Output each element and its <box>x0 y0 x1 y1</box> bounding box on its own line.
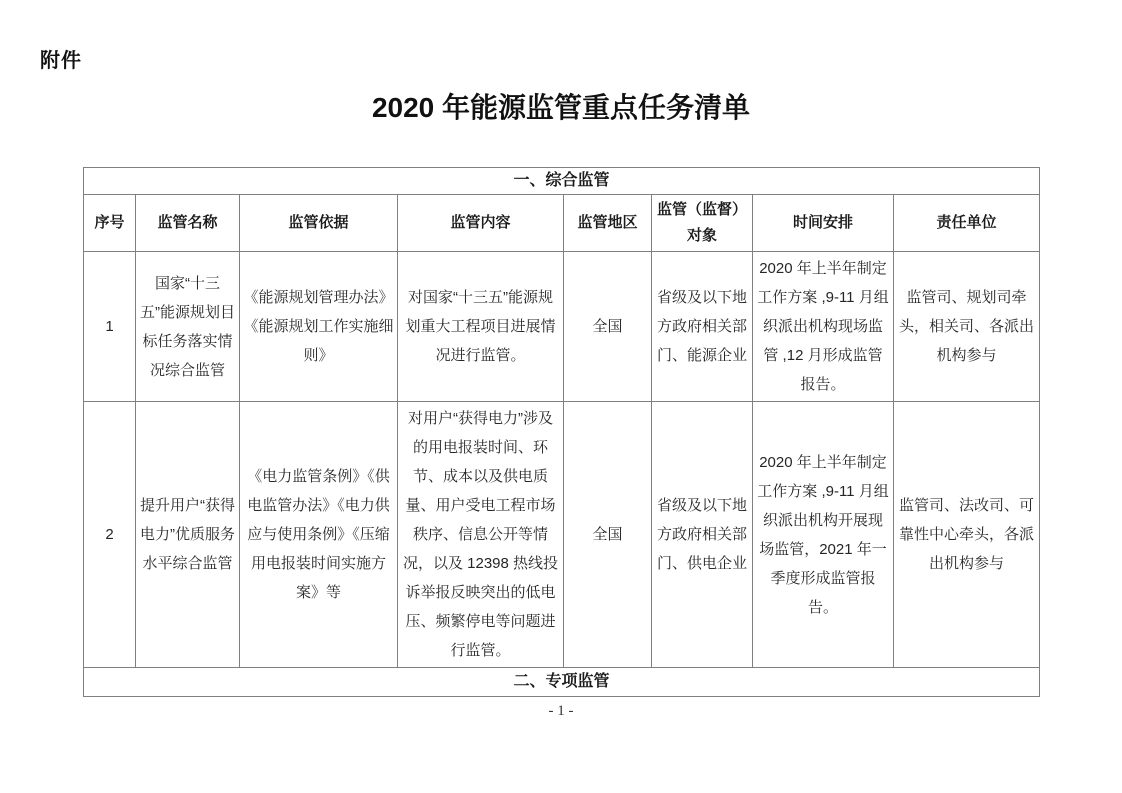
col-header-region: 监管地区 <box>564 195 652 252</box>
table-row <box>84 252 1040 402</box>
section-footer-row <box>84 668 1040 697</box>
cell-target: 省级及以下地方政府相关部门、供电企业 <box>652 402 753 668</box>
col-header-basis: 监管依据 <box>240 195 398 252</box>
cell-region: 全国 <box>564 402 652 668</box>
col-header-name: 监管名称 <box>136 195 240 252</box>
section-footer: 二、专项监管 <box>84 668 1040 697</box>
col-header-unit: 责任单位 <box>894 195 1040 252</box>
attachment-label: 附件 <box>40 50 82 72</box>
cell-schedule: 2020 年上半年制定工作方案 ,9-11 月组织派出机构现场监管 ,12 月形成监管报告。 <box>753 252 894 402</box>
cell-unit: 监管司、法改司、可靠性中心牵头，各派出机构参与 <box>894 402 1040 668</box>
cell-basis: 《电力监管条例》《供电监管办法》《电力供应与使用条例》《压缩用电报装时间实施方案》等 <box>240 402 398 668</box>
cell-index: 1 <box>84 252 136 402</box>
section-header: 一、综合监管 <box>84 168 1040 195</box>
col-header-content: 监管内容 <box>398 195 564 252</box>
table-row <box>84 402 1040 668</box>
cell-schedule: 2020 年上半年制定工作方案 ,9-11 月组织派出机构开展现场监管，2021 年一季度形成监管报告。 <box>753 402 894 668</box>
cell-basis: 《能源规划管理办法》《能源规划工作实施细则》 <box>240 252 398 402</box>
cell-content: 对国家“十三五”能源规划重大工程项目进展情况进行监管。 <box>398 252 564 402</box>
col-header-target: 监管（监督）对象 <box>652 195 753 252</box>
cell-region: 全国 <box>564 252 652 402</box>
column-header-row <box>84 195 1040 252</box>
col-header-index: 序号 <box>84 195 136 252</box>
supervision-task-table <box>83 167 1040 697</box>
page-number: - 1 - <box>548 703 574 719</box>
page-title: 2020 年能源监管重点任务清单 <box>371 92 751 123</box>
cell-name: 提升用户“获得电力”优质服务水平综合监管 <box>136 402 240 668</box>
cell-name: 国家“十三五”能源规划目标任务落实情况综合监管 <box>136 252 240 402</box>
cell-target: 省级及以下地方政府相关部门、能源企业 <box>652 252 753 402</box>
section-header-row <box>84 168 1040 195</box>
cell-unit: 监管司、规划司牵头，相关司、各派出机构参与 <box>894 252 1040 402</box>
cell-index: 2 <box>84 402 136 668</box>
col-header-schedule: 时间安排 <box>753 195 894 252</box>
cell-content: 对用户“获得电力”涉及的用电报装时间、环节、成本以及供电质量、用户受电工程市场秩序、信息公开等情况，以及 12398 热线投诉举报反映突出的低电压、频繁停电等问题进行监管。 <box>398 402 564 668</box>
